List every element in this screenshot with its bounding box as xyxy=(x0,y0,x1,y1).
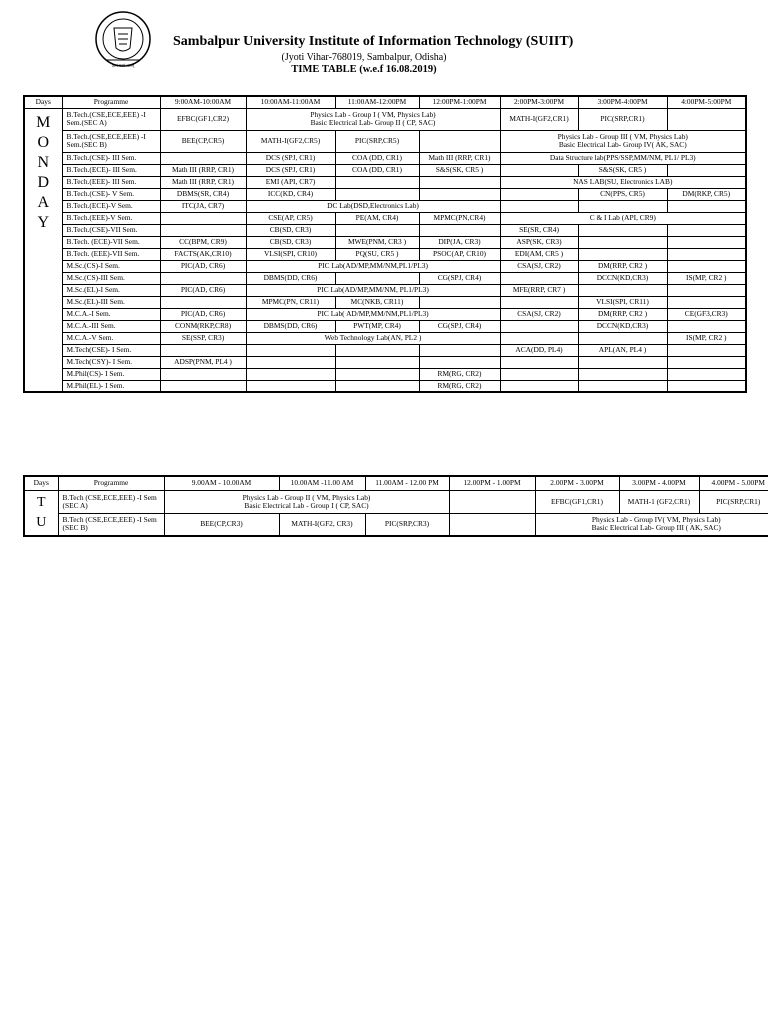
slot-cell: DBMS(DD, CR6) xyxy=(246,272,335,284)
slot-cell xyxy=(667,224,746,236)
slot-cell xyxy=(246,356,335,368)
monday-timetable xyxy=(23,95,747,393)
table-row xyxy=(24,344,746,356)
lab-line: Web Technology Lab(AN, PL2 ) xyxy=(324,333,422,342)
programme-cell: B.Tech.(EEE)-V Sem. xyxy=(62,212,160,224)
slot-cell xyxy=(578,200,667,212)
programme-cell: B.Tech. (EEE)-VII Sem. xyxy=(62,248,160,260)
slot-cell: CSA(SJ, CR2) xyxy=(500,308,578,320)
programme-cell: B.Tech. (ECE)-VII Sem. xyxy=(62,236,160,248)
table-row xyxy=(24,332,746,344)
slot-cell xyxy=(419,130,500,152)
slot-cell: BEE(CP,CR5) xyxy=(160,130,246,152)
slot-header: 10.00AM -11.00 AM xyxy=(279,476,365,490)
slot-cell xyxy=(160,296,246,308)
page-header xyxy=(0,0,768,92)
slot-cell xyxy=(449,490,535,513)
slot-cell xyxy=(160,152,246,164)
lab-line: PIC Lab(AD/MP,MM/NM,PL1/PL3) xyxy=(318,261,428,270)
slot-cell: DIP(JA, CR3) xyxy=(419,236,500,248)
programme-cell: M.Sc.(EL)-III Sem. xyxy=(62,296,160,308)
slot-header: 10:00AM-11:00AM xyxy=(246,96,335,108)
slot-cell: VLSI(SPI, CR11) xyxy=(578,296,667,308)
slot-cell xyxy=(246,380,335,392)
day-letter: A xyxy=(37,193,50,211)
day-cell xyxy=(24,490,58,536)
programme-cell: B.Tech.(EEE)- III Sem. xyxy=(62,176,160,188)
slot-cell xyxy=(160,344,246,356)
programme-cell: B.Tech (CSE,ECE,EEE) -I Sem (SEC B) xyxy=(58,513,164,536)
lab-line: C & I Lab (API, CR9) xyxy=(589,213,656,222)
slot-cell: PWT(MP, CR4) xyxy=(335,320,419,332)
programme-cell: M.Sc.(CS)-I Sem. xyxy=(62,260,160,272)
days-header: Days xyxy=(24,96,62,108)
slot-cell xyxy=(667,164,746,176)
slot-cell: DBMS(SR, CR4) xyxy=(160,188,246,200)
header-row xyxy=(24,476,768,490)
table-row xyxy=(24,320,746,332)
slot-cell xyxy=(335,272,419,284)
lab-cell xyxy=(246,308,500,320)
day-letter: Y xyxy=(37,213,50,231)
slot-header: 12:00PM-1:00PM xyxy=(419,96,500,108)
slot-header: 11:00AM-12:00PM xyxy=(335,96,419,108)
table-row xyxy=(24,380,746,392)
slot-cell: FACTS(AK,CR10) xyxy=(160,248,246,260)
lab-cell xyxy=(246,284,500,296)
programme-cell: M.Sc.(EL)-I Sem. xyxy=(62,284,160,296)
lab-line: Data Structure lab(PPS/SSP,MM/NM, PL1/ PL3) xyxy=(549,153,696,162)
slot-cell: MC(NKB, CR11) xyxy=(335,296,419,308)
slot-cell xyxy=(667,296,746,308)
slot-header: 3:00PM-4:00PM xyxy=(578,96,667,108)
programme-header: Programme xyxy=(58,476,164,490)
programme-cell: M.Phil(CS)- I Sem. xyxy=(62,368,160,380)
slot-cell: CN(PPS, CR5) xyxy=(578,188,667,200)
slot-cell: CE(GF3,CR3) xyxy=(667,308,746,320)
slot-cell xyxy=(667,356,746,368)
slot-header: 9.00AM - 10.00AM xyxy=(164,476,279,490)
slot-cell xyxy=(667,380,746,392)
slot-cell xyxy=(500,332,578,344)
slot-cell: MWE(PNM, CR3 ) xyxy=(335,236,419,248)
slot-cell: COA (DD, CR1) xyxy=(335,152,419,164)
slot-header: 3.00PM - 4.00PM xyxy=(619,476,699,490)
slot-header: 2:00PM-3:00PM xyxy=(500,96,578,108)
slot-cell: PIC(SRP,CR1) xyxy=(578,108,667,130)
days-header: Days xyxy=(24,476,58,490)
table-row xyxy=(24,200,746,212)
slot-cell: PSOC(AP, CR10) xyxy=(419,248,500,260)
slot-cell xyxy=(667,236,746,248)
slot-cell: DBMS(DD, CR6) xyxy=(246,320,335,332)
programme-cell: B.Tech.(CSE,ECE,EEE) -I Sem.(SEC A) xyxy=(62,108,160,130)
table-row xyxy=(24,260,746,272)
slot-cell xyxy=(419,356,500,368)
slot-cell xyxy=(449,513,535,536)
slot-cell: MFE(RRP, CR7 ) xyxy=(500,284,578,296)
slot-header: 4:00PM-5:00PM xyxy=(667,96,746,108)
table-row xyxy=(24,356,746,368)
slot-cell xyxy=(419,176,500,188)
slot-cell xyxy=(667,320,746,332)
table-row xyxy=(24,368,746,380)
slot-cell: SE(SR, CR4) xyxy=(500,224,578,236)
slot-cell xyxy=(667,284,746,296)
table-row xyxy=(24,176,746,188)
slot-cell xyxy=(335,224,419,236)
table-row xyxy=(24,224,746,236)
slot-cell xyxy=(667,108,746,130)
programme-cell: M.C.A.-I Sem. xyxy=(62,308,160,320)
slot-cell xyxy=(246,344,335,356)
programme-cell: M.C.A.-III Sem. xyxy=(62,320,160,332)
day-letter: T xyxy=(36,494,46,510)
slot-cell xyxy=(578,248,667,260)
slot-cell xyxy=(578,332,667,344)
lab-line: Physics Lab - Group III ( VM, Physics Lab) xyxy=(557,132,688,141)
slot-cell xyxy=(578,380,667,392)
slot-cell xyxy=(667,260,746,272)
slot-cell: DCCN(KD,CR3) xyxy=(578,272,667,284)
slot-cell: PQ(SU, CR5 ) xyxy=(335,248,419,260)
slot-cell: COA (DD, CR1) xyxy=(335,164,419,176)
programme-cell: B.Tech.(CSE,ECE,EEE) -I Sem.(SEC B) xyxy=(62,130,160,152)
timetable-heading: TIME TABLE (w.e.f 16.08.2019) xyxy=(291,64,437,75)
slot-cell: MPMC(PN,CR4) xyxy=(419,212,500,224)
programme-cell: M.Tech(CSY)- I Sem. xyxy=(62,356,160,368)
lab-cell xyxy=(500,130,746,152)
slot-cell xyxy=(578,368,667,380)
slot-cell: PIC(AD, CR6) xyxy=(160,260,246,272)
slot-cell: DM(RRP, CR2 ) xyxy=(578,260,667,272)
svg-text:ज्ञानं परमं बलम्: ज्ञानं परमं बलम् xyxy=(111,63,135,68)
table-row xyxy=(24,130,746,152)
slot-cell: PIC(SRP,CR1) xyxy=(699,490,768,513)
slot-cell: APL(AN, PL4 ) xyxy=(578,344,667,356)
slot-header: 4.00PM - 5.00PM xyxy=(699,476,768,490)
table-row xyxy=(24,272,746,284)
day-letter: M xyxy=(36,113,51,131)
lab-line: Basic Electrical Lab - Group I ( CP, SAC) xyxy=(244,500,369,510)
lab-cell xyxy=(246,108,500,130)
slot-cell: ACA(DD, PL4) xyxy=(500,344,578,356)
page-title: Sambalpur University Institute of Information Technology (SUIIT) xyxy=(173,34,574,49)
lab-line: NAS LAB(SU, Electronics LAB) xyxy=(573,177,673,186)
slot-cell xyxy=(419,344,500,356)
lab-line: Basic Electrical Lab- Group IV( AK, SAC) xyxy=(558,140,687,149)
table-row xyxy=(24,248,746,260)
programme-cell: M.Sc.(CS)-III Sem. xyxy=(62,272,160,284)
table-row xyxy=(24,236,746,248)
lab-line: Physics Lab - Group I ( VM, Physics Lab) xyxy=(310,110,436,119)
programme-cell: B.Tech.(ECE)- III Sem. xyxy=(62,164,160,176)
slot-cell xyxy=(246,368,335,380)
slot-cell: VLSI(SPI, CR10) xyxy=(246,248,335,260)
slot-cell xyxy=(335,176,419,188)
slot-cell xyxy=(578,236,667,248)
table-row xyxy=(24,513,768,536)
slot-cell xyxy=(335,356,419,368)
slot-cell xyxy=(500,296,578,308)
slot-cell xyxy=(335,344,419,356)
slot-cell: EMI (API, CR7) xyxy=(246,176,335,188)
slot-cell xyxy=(667,368,746,380)
programme-cell: B.Tech.(ECE)-V Sem. xyxy=(62,200,160,212)
slot-cell: Math III (RRP, CR1) xyxy=(160,164,246,176)
slot-cell: BEE(CP,CR3) xyxy=(164,513,279,536)
slot-cell: CC(BPM, CR9) xyxy=(160,236,246,248)
slot-cell: PIC(SRP,CR5) xyxy=(335,130,419,152)
slot-cell: RM(RG, CR2) xyxy=(419,368,500,380)
lab-cell xyxy=(500,152,746,164)
slot-cell: ITC(JA, CR7) xyxy=(160,200,246,212)
slot-cell xyxy=(578,356,667,368)
slot-cell: CONM(RKP,CR8) xyxy=(160,320,246,332)
slot-cell xyxy=(160,212,246,224)
day-letter: O xyxy=(37,133,50,151)
slot-cell: CSA(SJ, CR2) xyxy=(500,260,578,272)
slot-header: 11.00AM - 12.00 PM xyxy=(365,476,449,490)
programme-cell: B.Tech.(CSE)- V Sem. xyxy=(62,188,160,200)
programme-cell: B.Tech.(CSE)- III Sem. xyxy=(62,152,160,164)
day-letter: D xyxy=(37,173,50,191)
slot-cell: EFBC(GF1,CR2) xyxy=(160,108,246,130)
lab-line: Basic Electrical Lab- Group II ( CP, SAC) xyxy=(310,118,436,127)
slot-cell xyxy=(335,380,419,392)
address-line: (Jyoti Vihar-768019, Sambalpur, Odisha) xyxy=(281,52,447,63)
day-letter: U xyxy=(36,514,47,530)
slot-cell xyxy=(578,224,667,236)
slot-cell xyxy=(500,368,578,380)
slot-cell: MATH-I(GF2, CR3) xyxy=(279,513,365,536)
table-row xyxy=(24,152,746,164)
lab-line: Physics Lab - Group II ( VM, Physics Lab) xyxy=(242,492,371,502)
slot-cell: DM(RRP, CR2 ) xyxy=(578,308,667,320)
slot-cell xyxy=(500,272,578,284)
table-row xyxy=(24,164,746,176)
slot-cell: MATH-I(GF2,CR1) xyxy=(500,108,578,130)
lab-line: Basic Electrical Lab- Group III ( AK, SAC) xyxy=(591,523,721,533)
table-row xyxy=(24,284,746,296)
lab-cell xyxy=(500,176,746,188)
lab-line: PIC Lab(AD/MP,MM/NM, PL1/PL3) xyxy=(317,285,429,294)
slot-cell: EDI(AM, CR5 ) xyxy=(500,248,578,260)
slot-cell: ASP(SK, CR3) xyxy=(500,236,578,248)
programme-cell: M.C.A.-V Sem. xyxy=(62,332,160,344)
slot-cell: ADSP(PNM, PL4 ) xyxy=(160,356,246,368)
lab-cell xyxy=(246,332,500,344)
slot-cell: Math III (RRP, CR1) xyxy=(160,176,246,188)
slot-cell xyxy=(500,200,578,212)
lab-cell xyxy=(164,490,449,513)
programme-header: Programme xyxy=(62,96,160,108)
slot-header: 9:00AM-10:00AM xyxy=(160,96,246,108)
lab-line: DC Lab(DSD,Electronics Lab) xyxy=(327,201,419,210)
slot-cell: DCS (SPJ, CR1) xyxy=(246,152,335,164)
lab-line: PIC Lab( AD/MP,MM/NM,PL1/PL3) xyxy=(317,309,429,318)
slot-cell xyxy=(160,368,246,380)
slot-header: 2.00PM - 3.00PM xyxy=(535,476,619,490)
slot-cell: MATH-I(GF2,CR5) xyxy=(246,130,335,152)
programme-cell: M.Phil(EL)- I Sem. xyxy=(62,380,160,392)
slot-cell: PIC(SRP,CR3) xyxy=(365,513,449,536)
slot-cell xyxy=(500,356,578,368)
slot-cell: DCS (SPJ, CR1) xyxy=(246,164,335,176)
slot-cell xyxy=(500,188,578,200)
slot-cell: PIC(AD, CR6) xyxy=(160,284,246,296)
slot-cell: CB(SD, CR3) xyxy=(246,236,335,248)
table-row xyxy=(24,212,746,224)
slot-cell: SE(SSP, CR3) xyxy=(160,332,246,344)
slot-cell xyxy=(160,380,246,392)
slot-cell xyxy=(160,224,246,236)
tuesday-timetable xyxy=(23,475,768,537)
lab-cell xyxy=(246,260,500,272)
slot-cell xyxy=(335,188,419,200)
lab-cell xyxy=(535,513,768,536)
header-row xyxy=(24,96,746,108)
slot-cell xyxy=(335,368,419,380)
slot-cell: S&S(SK, CR5 ) xyxy=(419,164,500,176)
lab-cell xyxy=(246,200,500,212)
table-row xyxy=(24,490,768,513)
slot-cell xyxy=(667,200,746,212)
slot-cell: CB(SD, CR3) xyxy=(246,224,335,236)
slot-cell: MPMC(PN, CR11) xyxy=(246,296,335,308)
slot-cell xyxy=(160,272,246,284)
table-row xyxy=(24,296,746,308)
slot-cell xyxy=(419,296,500,308)
programme-cell: B.Tech.(CSE)-VII Sem. xyxy=(62,224,160,236)
slot-cell xyxy=(500,320,578,332)
slot-cell: MATH-1 (GF2,CR1) xyxy=(619,490,699,513)
slot-cell xyxy=(419,224,500,236)
slot-cell xyxy=(500,380,578,392)
slot-cell xyxy=(667,248,746,260)
slot-cell xyxy=(419,188,500,200)
lab-line: Physics Lab - Group IV( VM, Physics Lab) xyxy=(591,515,721,525)
table-row xyxy=(24,188,746,200)
slot-cell xyxy=(578,284,667,296)
slot-cell xyxy=(500,164,578,176)
programme-cell: B.Tech (CSE,ECE,EEE) -I Sem (SEC A) xyxy=(58,490,164,513)
slot-cell: IS(MP, CR2 ) xyxy=(667,332,746,344)
slot-cell xyxy=(667,344,746,356)
slot-cell: Math III (RRP, CR1) xyxy=(419,152,500,164)
slot-cell: S&S(SK, CR5 ) xyxy=(578,164,667,176)
slot-cell: PIC(AD, CR6) xyxy=(160,308,246,320)
slot-cell: DM(RKP, CR5) xyxy=(667,188,746,200)
day-cell xyxy=(24,108,62,392)
slot-header: 12.00PM - 1.00PM xyxy=(449,476,535,490)
programme-cell: M.Tech(CSE)- I Sem. xyxy=(62,344,160,356)
slot-cell: IS(MP, CR2 ) xyxy=(667,272,746,284)
slot-cell: DCCN(KD,CR3) xyxy=(578,320,667,332)
slot-cell: ICC(KD, CR4) xyxy=(246,188,335,200)
table-row xyxy=(24,308,746,320)
day-letter: N xyxy=(37,153,50,171)
slot-cell: CG(SPJ, CR4) xyxy=(419,320,500,332)
slot-cell: CSE(AP, CR5) xyxy=(246,212,335,224)
slot-cell: CG(SPJ, CR4) xyxy=(419,272,500,284)
slot-cell: RM(RG, CR2) xyxy=(419,380,500,392)
lab-cell xyxy=(500,212,746,224)
slot-cell: PE(AM, CR4) xyxy=(335,212,419,224)
slot-cell: EFBC(GF1,CR1) xyxy=(535,490,619,513)
table-row xyxy=(24,108,746,130)
